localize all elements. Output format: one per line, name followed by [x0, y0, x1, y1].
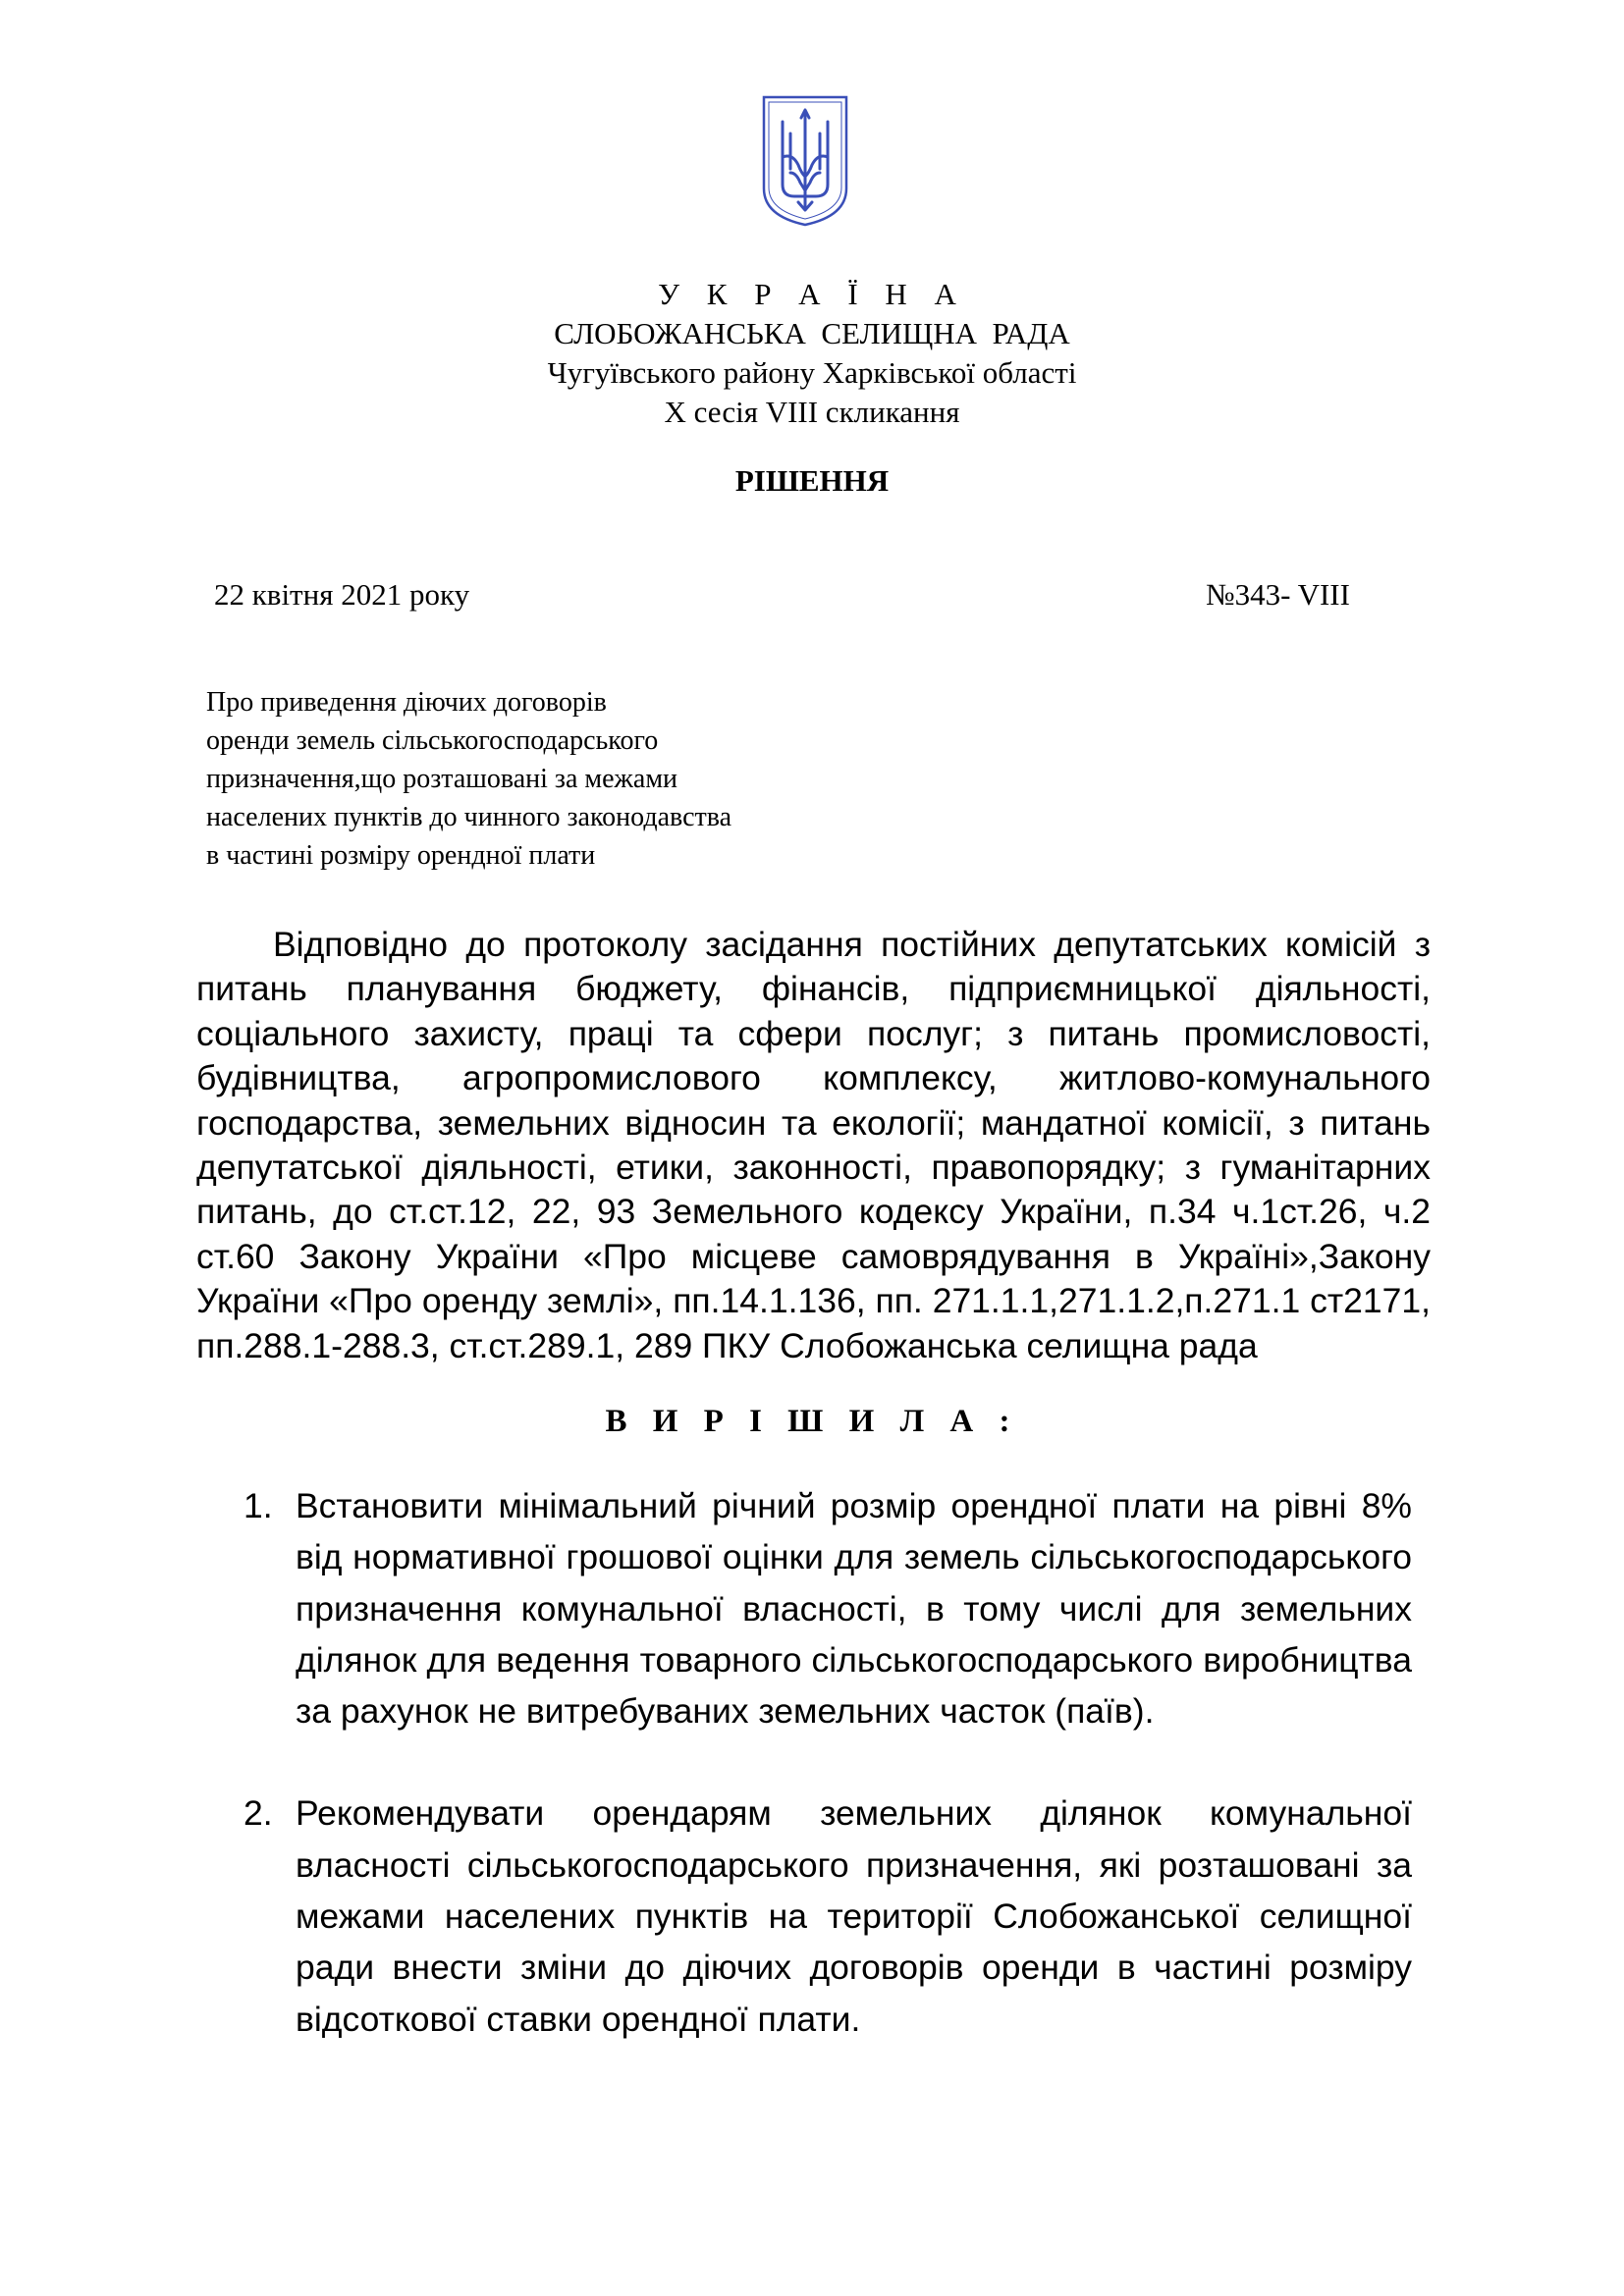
trident-coat-of-arms-icon [761, 94, 849, 228]
subject-line: населених пунктів до чинного законодавства [206, 802, 732, 832]
subject-line: Про приведення діючих договорів [206, 687, 607, 718]
document-number: №343- VIII [1206, 577, 1350, 612]
subject-line: в частині розміру орендної плати [206, 840, 596, 871]
decision-item [244, 1788, 1412, 2044]
decision-items-list [244, 1480, 1412, 2045]
document-subject [206, 683, 893, 875]
preamble-text: Відповідно до протоколу засідання постійних депутатських комісій з питань планування бюджету, фінансів, підприємницької діяльності, соціального захисту, праці та сфери послуг; з питань промисловості, будівництва, агропромислового комплексу, житлово-комунального господарства, земельних відносин та екології; мандатної комісії, з питань депутатської діяльності, етики, законності, правопорядку; з гуманітарних питань, до ст.ст.12, 22, 93 Земельного кодексу України, п.34 ч.1ст.26, ч.2 ст.60 Закону України «Про місцеве самоврядування в Україні»,Закону України «Про оренду землі», пп.14.1.136, пп. 271.1.1,271.1.2,п.271.1 ст2171, пп.288.1-288.3, ст.ст.289.1, 289 ПКУ Слобожанська селищна рада [196, 925, 1431, 1365]
coat-of-arms-emblem [761, 94, 849, 228]
district-name: Чугуївського району Харківської області [547, 355, 1077, 390]
item-text: Рекомендувати орендарям земельних ділянок комунальної власності сільськогосподарського призначення, які розташовані за межами населених пунктів на території Слобожанської селищної ради внести зміни до діючих договорів оренди в частині розміру відсоткової ставки орендної плати. [296, 1793, 1412, 2039]
session-name: X сесія VIII скликання [664, 395, 960, 429]
item-number: 1. [244, 1486, 273, 1525]
subject-line: оренди земель сільськогосподарського [206, 725, 659, 756]
country-name: У К Р А Ї Н А [658, 277, 966, 311]
document-date: 22 квітня 2021 року [214, 577, 470, 612]
decision-item [244, 1480, 1412, 1736]
council-name: СЛОБОЖАНСЬКА СЕЛИЩНА РАДА [554, 316, 1070, 350]
decided-heading: В И Р І Ш И Л А : [605, 1404, 1019, 1439]
subject-line: призначення,що розташовані за межами [206, 764, 678, 794]
item-number: 2. [244, 1793, 273, 1834]
preamble-paragraph [196, 923, 1431, 1368]
document-title: РІШЕННЯ [734, 463, 890, 498]
document-header [0, 275, 1624, 432]
item-text: Встановити мінімальний річний розмір орендної плати на рівні 8% від нормативної грошової оцінки для земель сільськогосподарського призначення комунальної власності, в тому числі для земельних ділянок для ведення товарного сільськогосподарського виробництва за рахунок не витребуваних земельних часток (паїв). [296, 1486, 1412, 1732]
